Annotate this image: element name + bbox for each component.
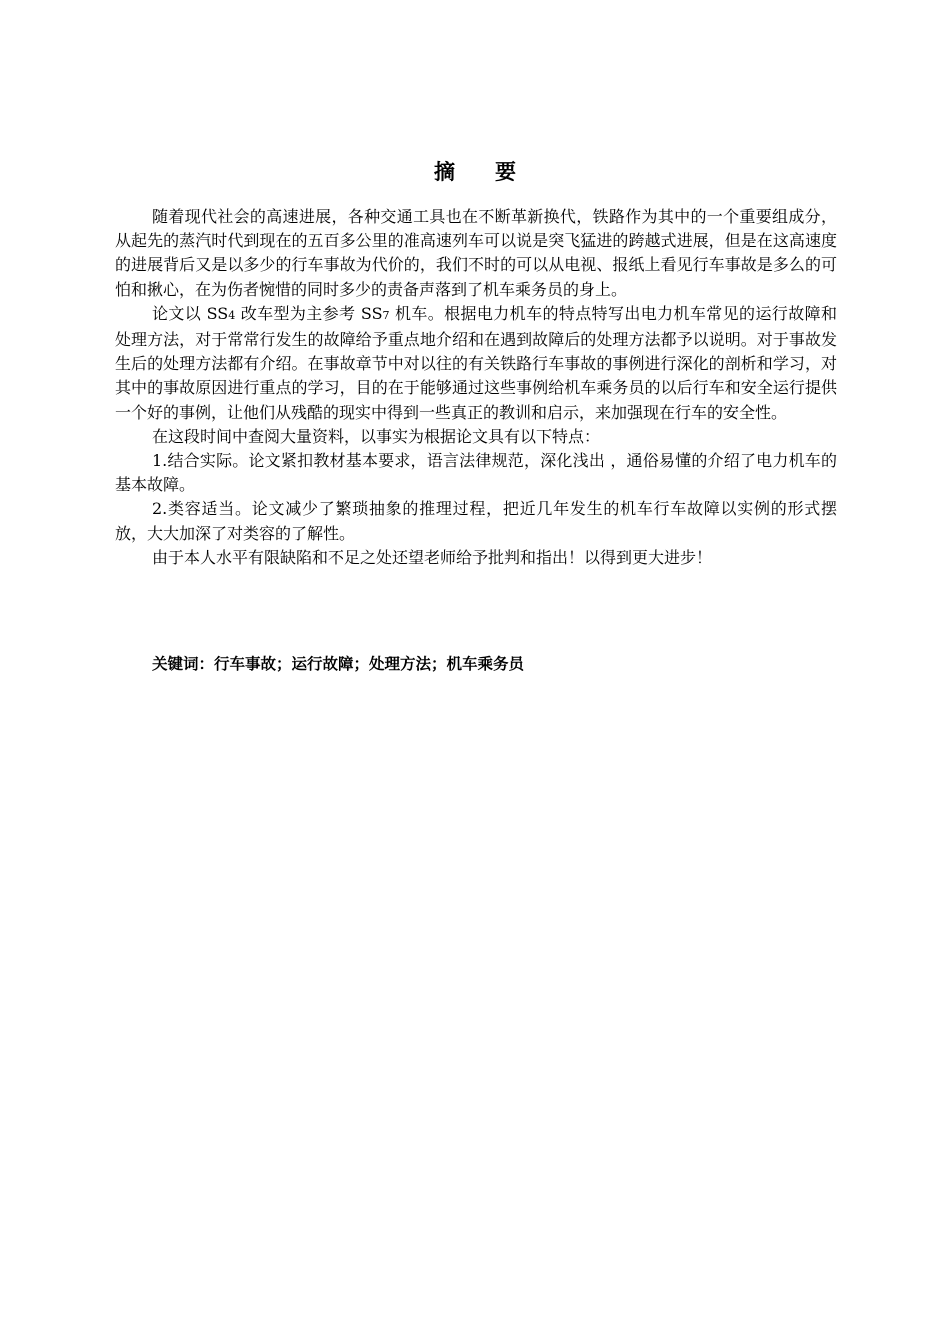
model-subscript-1: 4 <box>228 308 236 322</box>
paragraph-features-intro: 在这段时间中查阅大量资料，以事实为根据论文具有以下特点： <box>152 426 601 446</box>
paragraph-feature-2: 2.类容适当。论文减少了繁琐抽象的推理过程，把近几年发生的机车行车故障以实例的形式摆放，大大加深了对类容的了解性。 <box>115 499 837 543</box>
paragraph-closing: 由于本人水平有限缺陷和不足之处还望老师给予批判和指出！以得到更大进步！ <box>152 547 713 567</box>
model-subscript-2: 7 <box>382 308 390 322</box>
paragraph-scope-part-b: 改车型为主参考 SS <box>235 303 383 323</box>
paragraph-scope-part-a: 论文以 SS <box>152 303 229 323</box>
paragraph-feature-1: 1.结合实际。论文紧扣教材基本要求，语言法律规范，深化浅出 ，通俗易懂的介绍了电力机车的基本故障。 <box>115 451 837 495</box>
paragraph-scope-part-c: 机车。根据电力机车的特点特写出电力机车常见的运行故障和处理方法，对于常常行发生的故障给予重点地介绍和在遇到故障后的处理方法都予以说明。对于事故发生后的处理方法都有介绍。在事故章节中对以往的有关铁路行车事故的事例进行深化的剖析和学习，对其中的事故原因进行重点的学习，目的在于能够通过这些事例给机车乘务员的以后行车和安全运行提供一个好的事例，让他们从残酷的现实中得到一些真正的教训和启示，来加强现在行车的安全性。 <box>115 303 837 422</box>
paragraph-intro: 随着现代社会的高速进展，各种交通工具也在不断革新换代，铁路作为其中的一个重要组成分，从起先的蒸汽时代到现在的五百多公里的准高速列车可以说是突飞猛进的跨越式进展，但是在这高速度的进展背后又是以多少的行车事故为代价的，我们不时的可以从电视、报纸上看见行车事故是多么的可怕和揪心，在为伤者惋惜的同时多少的责备声落到了机车乘务员的身上。 <box>115 207 837 299</box>
abstract-title-char-2: 要 <box>495 160 516 184</box>
abstract-title-char-1: 摘 <box>434 160 455 184</box>
abstract-title <box>0 156 950 186</box>
keywords-line: 关键词：行车事故；运行故障；处理方法；机车乘务员 <box>152 655 525 673</box>
abstract-body <box>115 205 837 570</box>
paragraph-scope <box>115 302 837 425</box>
